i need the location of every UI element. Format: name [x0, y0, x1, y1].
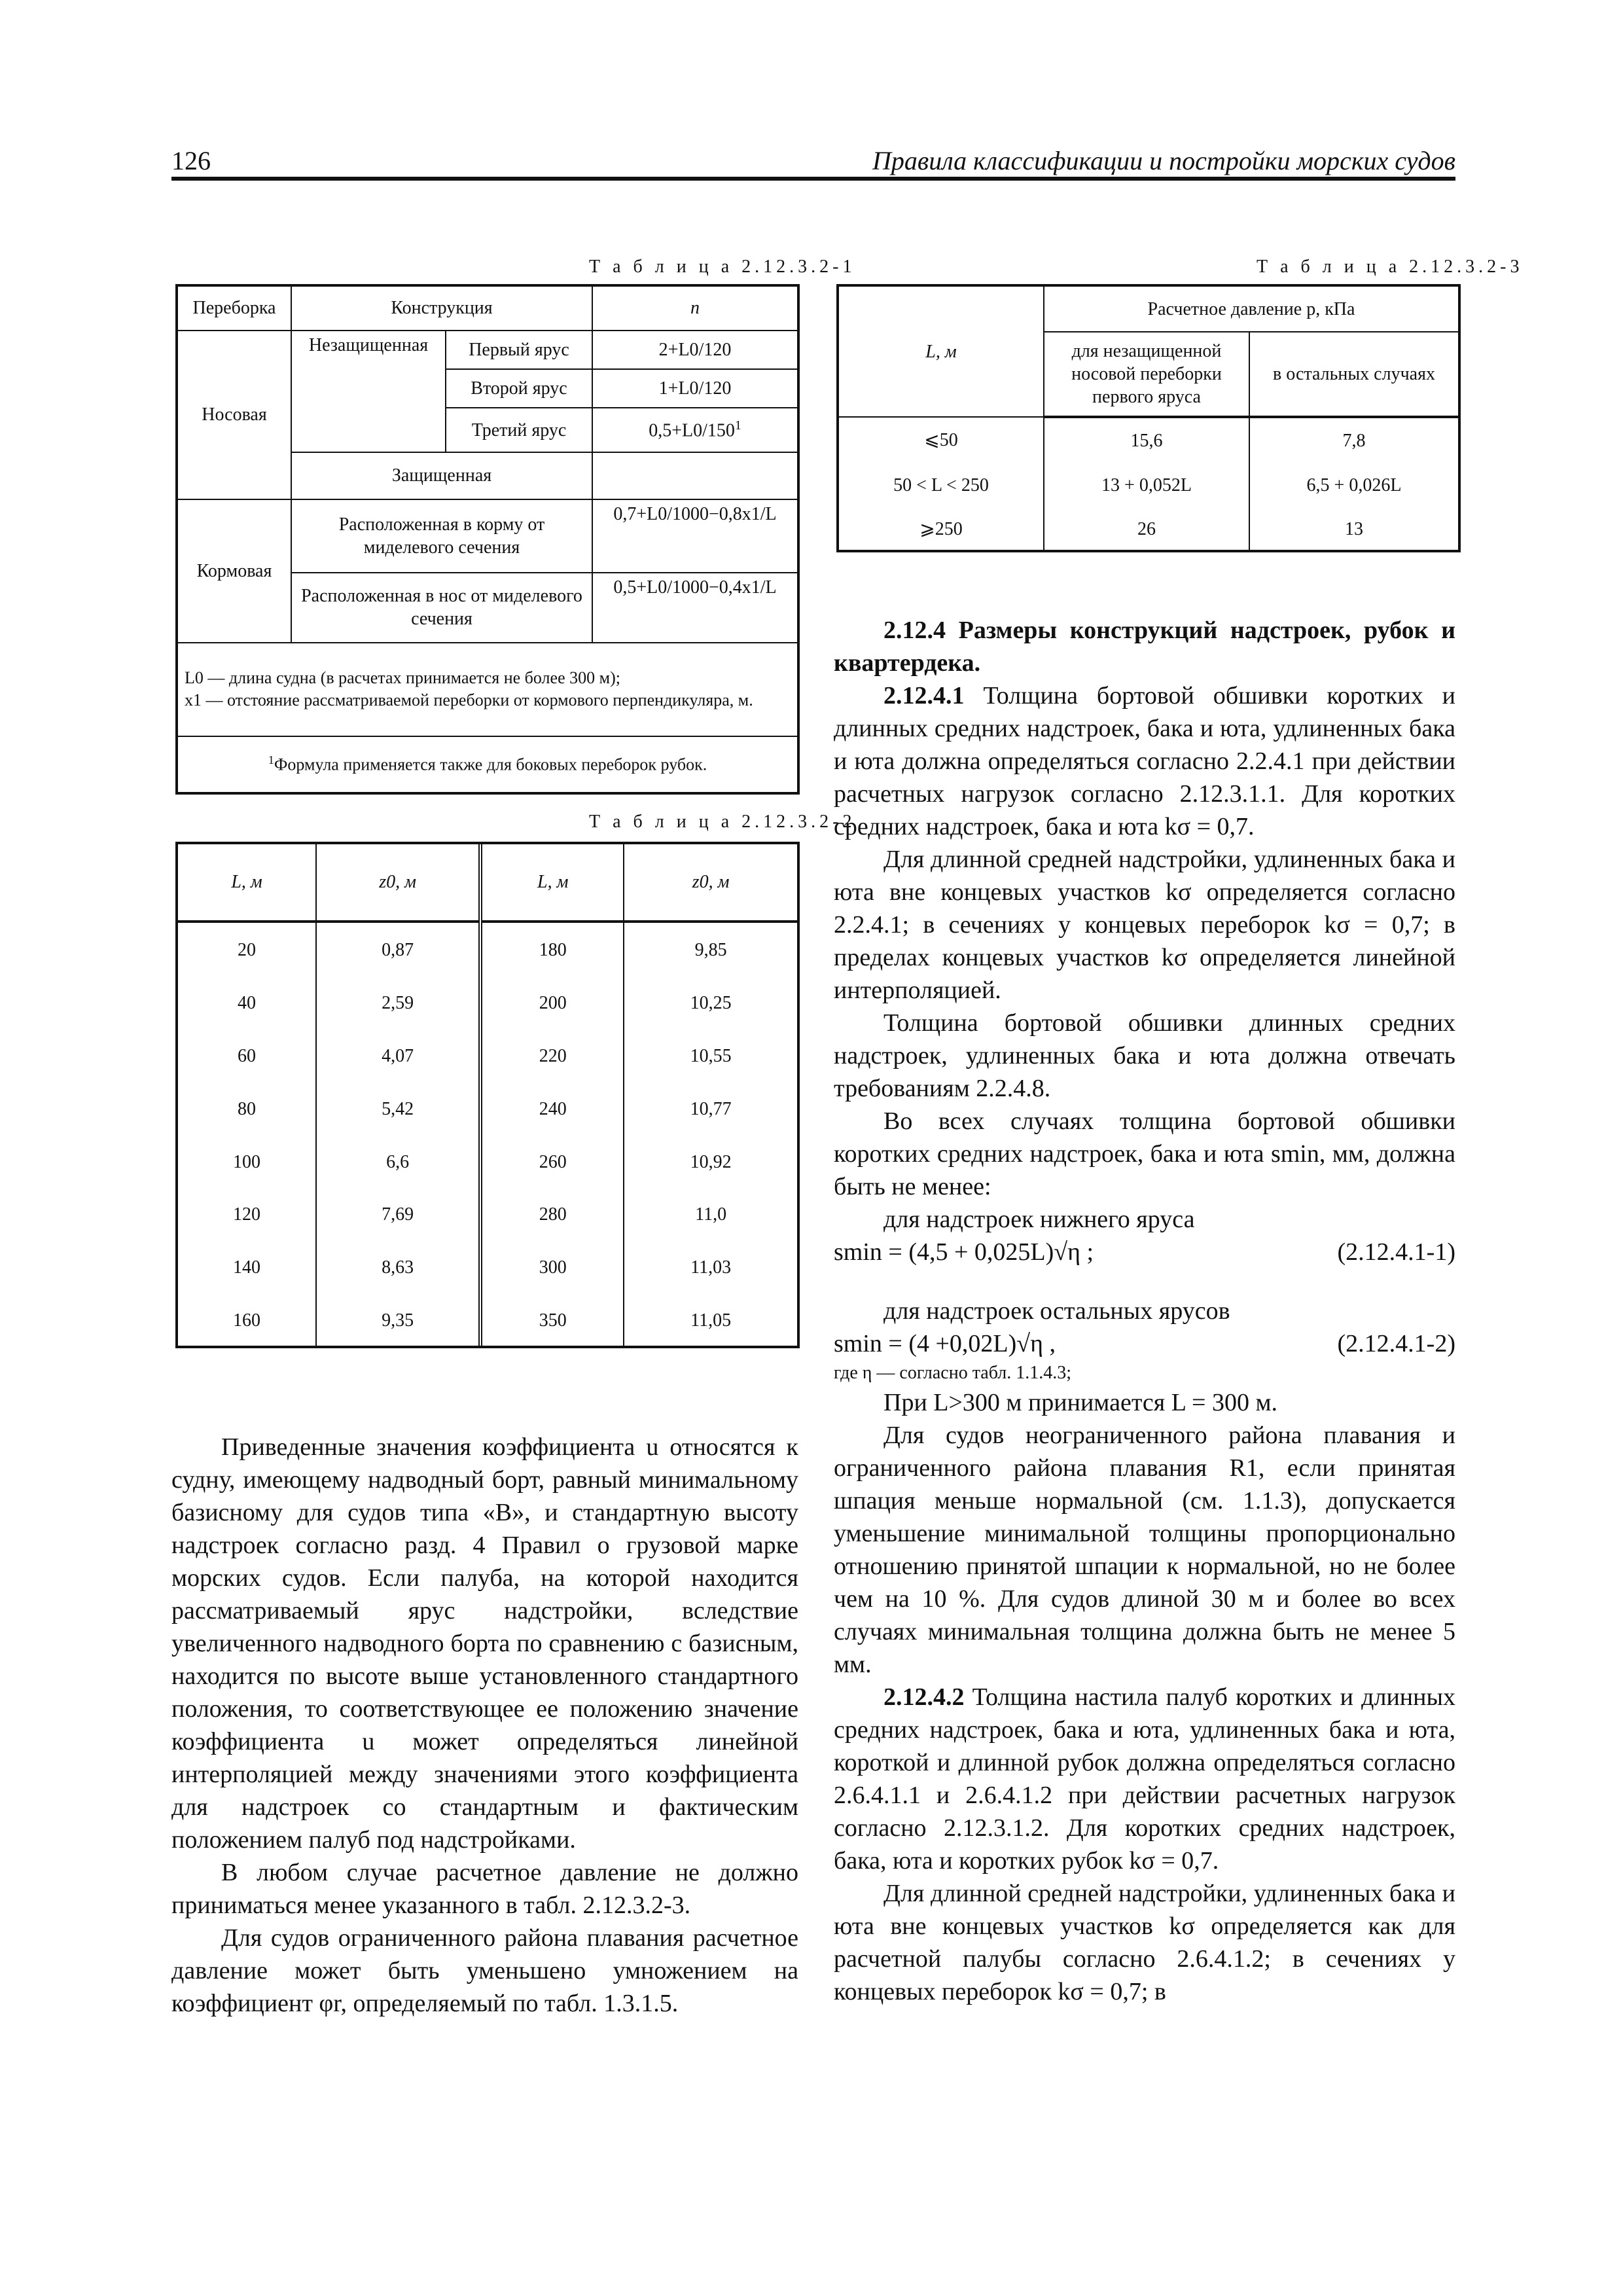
table2-cell: 120	[177, 1189, 316, 1242]
table1-footnote-mark: 1	[268, 753, 274, 767]
table1-tier3-n: 0,5+L0/150	[649, 420, 735, 441]
table2-cell: 10,25	[624, 977, 798, 1030]
right-column	[834, 614, 1455, 2008]
table2-cell: 7,69	[316, 1189, 480, 1242]
table2-caption: Т а б л и ц а 2.12.3.2-2	[589, 812, 856, 832]
table2-cell: 10,92	[624, 1136, 798, 1189]
header-rule	[171, 177, 1455, 181]
table3-sub-unprotected: для незащищенной носовой переборки первого яруса	[1044, 332, 1249, 417]
table2-cell: 60	[177, 1030, 316, 1083]
formula-1-expression: smin = (4,5 + 0,025L)√η ;	[834, 1238, 1094, 1266]
table2-cell: 350	[480, 1294, 624, 1347]
table2-cell: 100	[177, 1136, 316, 1189]
table-row	[838, 507, 1459, 551]
table2-header-z2: z0, м	[624, 843, 798, 922]
table-row	[838, 417, 1459, 463]
section-heading: 2.12.4 Размеры конструкций надстроек, рубок и квартердека.	[834, 617, 1455, 677]
table1-tier2: Второй ярус	[446, 369, 592, 408]
table-row	[177, 1294, 798, 1347]
table2-cell: 8,63	[316, 1241, 480, 1294]
table-row	[177, 977, 798, 1030]
formula2-label: для надстроек остальных ярусов	[883, 1297, 1230, 1325]
formula1-label: для надстроек нижнего яруса	[883, 1206, 1195, 1233]
table2-cell: 180	[480, 922, 624, 977]
table1-protected-n	[592, 452, 798, 499]
table2-cell: 20	[177, 922, 316, 977]
table1-unprotected: Незащищенная	[291, 331, 446, 452]
table-row	[177, 1030, 798, 1083]
table1-caption: Т а б л и ц а 2.12.3.2-1	[589, 257, 856, 277]
table-row	[177, 1136, 798, 1189]
table1-protected: Защищенная	[291, 452, 592, 499]
table2-cell: 5,42	[316, 1083, 480, 1136]
table2-header-L2: L, м	[480, 843, 624, 922]
clause-number: 2.12.4.1	[883, 682, 965, 709]
table1-fore: Носовая	[177, 331, 291, 499]
formula-1-number: (2.12.4.1-1)	[1337, 1238, 1455, 1266]
table-2-12-3-2-3	[838, 285, 1459, 551]
table2-cell: 40	[177, 977, 316, 1030]
paragraph-2-12-4-1	[834, 679, 1455, 843]
table2-cell: 11,0	[624, 1189, 798, 1242]
paragraph: При L>300 м принимается L = 300 м.	[883, 1389, 1278, 1416]
paragraph-text: Толщина бортовой обшивки коротких и длинных средних надстроек, бака и юта, удлиненных бака и юта должна определяться согласно 2.2.4.1 при действии расчетных нагрузок согласно 2.12.3.1.1. Для коротких средних надстроек, бака и юта kσ = 0,7.	[834, 682, 1455, 840]
running-title: Правила классификации и постройки морских судов	[872, 146, 1455, 175]
table2-cell: 4,07	[316, 1030, 480, 1083]
paragraph: Для длинной средней надстройки, удлиненных бака и юта вне концевых участков kσ определяется согласно 2.2.4.1; в сечениях у концевых переборок kσ = 0,7; в пределах концевых участков kσ определяется линейной интерполяцией.	[834, 846, 1455, 1004]
table2-cell: 2,59	[316, 977, 480, 1030]
table-row	[177, 922, 798, 977]
table2-header-L1: L, м	[177, 843, 316, 922]
paragraph: Для длинной средней надстройки, удлиненных бака и юта вне концевых участков kσ определяется как для расчетной палубы согласно 2.6.4.1.2; в сечениях у концевых переборок kσ = 0,7; в	[834, 1880, 1455, 2005]
table3-header-L: L, м	[838, 286, 1044, 417]
paragraph-2-12-4-2	[834, 1681, 1455, 1877]
table2-cell: 140	[177, 1241, 316, 1294]
table2-cell: 220	[480, 1030, 624, 1083]
table-row	[177, 1241, 798, 1294]
table2-cell: 0,87	[316, 922, 480, 977]
table1-aft-row1-n: 0,7+L0/1000−0,8x1/L	[592, 499, 798, 573]
table3-cell: 13	[1249, 507, 1459, 551]
paragraph: Толщина бортовой обшивки длинных средних надстроек, удлиненных бака и юта должна отвечать требованиям 2.2.4.8.	[834, 1009, 1455, 1102]
table-2-12-3-2-2	[177, 843, 798, 1347]
table1-header-bulkhead: Переборка	[177, 286, 291, 331]
table1-note-x1: x1 — отстояние рассматриваемой переборки от кормового перпендикуляра, м.	[185, 691, 753, 710]
table1-aft-row2-n: 0,5+L0/1000−0,4x1/L	[592, 573, 798, 642]
table2-cell: 280	[480, 1189, 624, 1242]
table3-cell: 15,6	[1044, 417, 1249, 463]
paragraph: Во всех случаях толщина бортовой обшивки коротких средних надстроек, бака и юта smin, мм, должна быть не менее:	[834, 1107, 1455, 1200]
table2-cell: 9,85	[624, 922, 798, 977]
table-row	[177, 1083, 798, 1136]
table-row	[177, 1189, 798, 1242]
table1-tier3-footnote-mark: 1	[734, 418, 741, 433]
table3-caption: Т а б л и ц а 2.12.3.2-3	[1257, 257, 1524, 277]
table1-tier3: Третий ярус	[446, 408, 592, 452]
table2-cell: 260	[480, 1136, 624, 1189]
table2-cell: 10,77	[624, 1083, 798, 1136]
table1-note-l0: L0 — длина судна (в расчетах принимается не более 300 м);	[185, 668, 620, 687]
table1-aft: Кормовая	[177, 499, 291, 643]
table1-header-n: n	[592, 286, 798, 331]
table2-cell: 80	[177, 1083, 316, 1136]
table3-sub-other: в остальных случаях	[1249, 332, 1459, 417]
paragraph: Приведенные значения коэффициента u относятся к судну, имеющему надводный борт, равный минимальному базисному для судов типа «В», и стандартную высоту надстроек согласно разд. 4 Правил о грузовой марке морских судов. Если палуба, на которой находится рассматриваемый ярус надстройки, вследствие увеличенного надводного борта по сравнению с базисным, находится по высоте выше установленного стандартного положения, то соответствующее ее положению значение коэффициента u может определяться линейной интерполяцией между значениями этого коэффициента для надстроек со стандартным и фактическим положением палуб под надстройками.	[171, 1433, 798, 1854]
formula-1	[834, 1236, 1455, 1268]
page-number: 126	[171, 146, 211, 175]
paragraph-text: Толщина настила палуб коротких и длинных средних надстроек, бака и юта, удлиненных бака и юта, короткой и длинной рубок должна определяться согласно 2.6.4.1.1 и 2.6.4.1.2 при действии расчетных нагрузок согласно 2.12.3.1.2. Для коротких средних надстроек, бака, юта и коротких рубок kσ = 0,7.	[834, 1683, 1455, 1874]
table1-footnote: Формула применяется также для боковых переборок рубок.	[274, 755, 707, 775]
table2-cell: 300	[480, 1241, 624, 1294]
table2-header-z1: z0, м	[316, 843, 480, 922]
table3-cell: 7,8	[1249, 417, 1459, 463]
table3-cell: 50 < L < 250	[838, 463, 1044, 507]
formula-2	[834, 1327, 1455, 1360]
table-2-12-3-2-1	[177, 285, 798, 793]
paragraph: В любом случае расчетное давление не должно приниматься менее указанного в табл. 2.12.3.2-3.	[171, 1859, 798, 1919]
table-row	[838, 463, 1459, 507]
paragraph: Для судов ограниченного района плавания расчетное давление может быть уменьшено умножением на коэффициент φr, определяемый по табл. 1.3.1.5.	[171, 1924, 798, 2017]
table3-cell: 26	[1044, 507, 1249, 551]
table1-tier1-n: 2+L0/120	[592, 331, 798, 369]
table2-cell: 160	[177, 1294, 316, 1347]
table1-aft-row2: Расположенная в нос от миделевого сечения	[291, 573, 592, 642]
table1-tier2-n: 1+L0/120	[592, 369, 798, 408]
table1-tier1: Первый ярус	[446, 331, 592, 369]
table1-notes	[177, 643, 798, 736]
table2-cell: 200	[480, 977, 624, 1030]
formula-2-expression: smin = (4 +0,02L)√η ,	[834, 1330, 1056, 1357]
table3-cell: ⩾250	[838, 507, 1044, 551]
table2-cell: 240	[480, 1083, 624, 1136]
clause-number: 2.12.4.2	[883, 1683, 965, 1711]
table1-tier3-n-cell	[592, 408, 798, 452]
table2-cell: 10,55	[624, 1030, 798, 1083]
table2-cell: 11,05	[624, 1294, 798, 1347]
table3-header-pressure: Расчетное давление p, кПа	[1044, 286, 1459, 332]
table2-cell: 11,03	[624, 1241, 798, 1294]
table1-aft-row1: Расположенная в корму от миделевого сечения	[291, 499, 592, 573]
table1-header-structure: Конструкция	[291, 286, 592, 331]
left-column	[171, 1431, 798, 2020]
table1-footnote-cell	[177, 736, 798, 793]
table3-cell: 13 + 0,052L	[1044, 463, 1249, 507]
table3-cell: 6,5 + 0,026L	[1249, 463, 1459, 507]
table2-cell: 6,6	[316, 1136, 480, 1189]
formula-2-number: (2.12.4.1-2)	[1337, 1330, 1455, 1357]
paragraph: Для судов неограниченного района плавания и ограниченного района плавания R1, если принятая шпация меньше нормальной (см. 1.1.3), допускается уменьшение минимальной толщины пропорционально отношению принятой шпации к нормальной, но не более чем на 10 %. Для судов длиной 30 м и более во всех случаях минимальная толщина должна быть не менее 5 мм.	[834, 1422, 1455, 1678]
table3-cell: ⩽50	[838, 417, 1044, 463]
table2-cell: 9,35	[316, 1294, 480, 1347]
formula-where-note: где η — согласно табл. 1.1.4.3;	[834, 1363, 1072, 1383]
